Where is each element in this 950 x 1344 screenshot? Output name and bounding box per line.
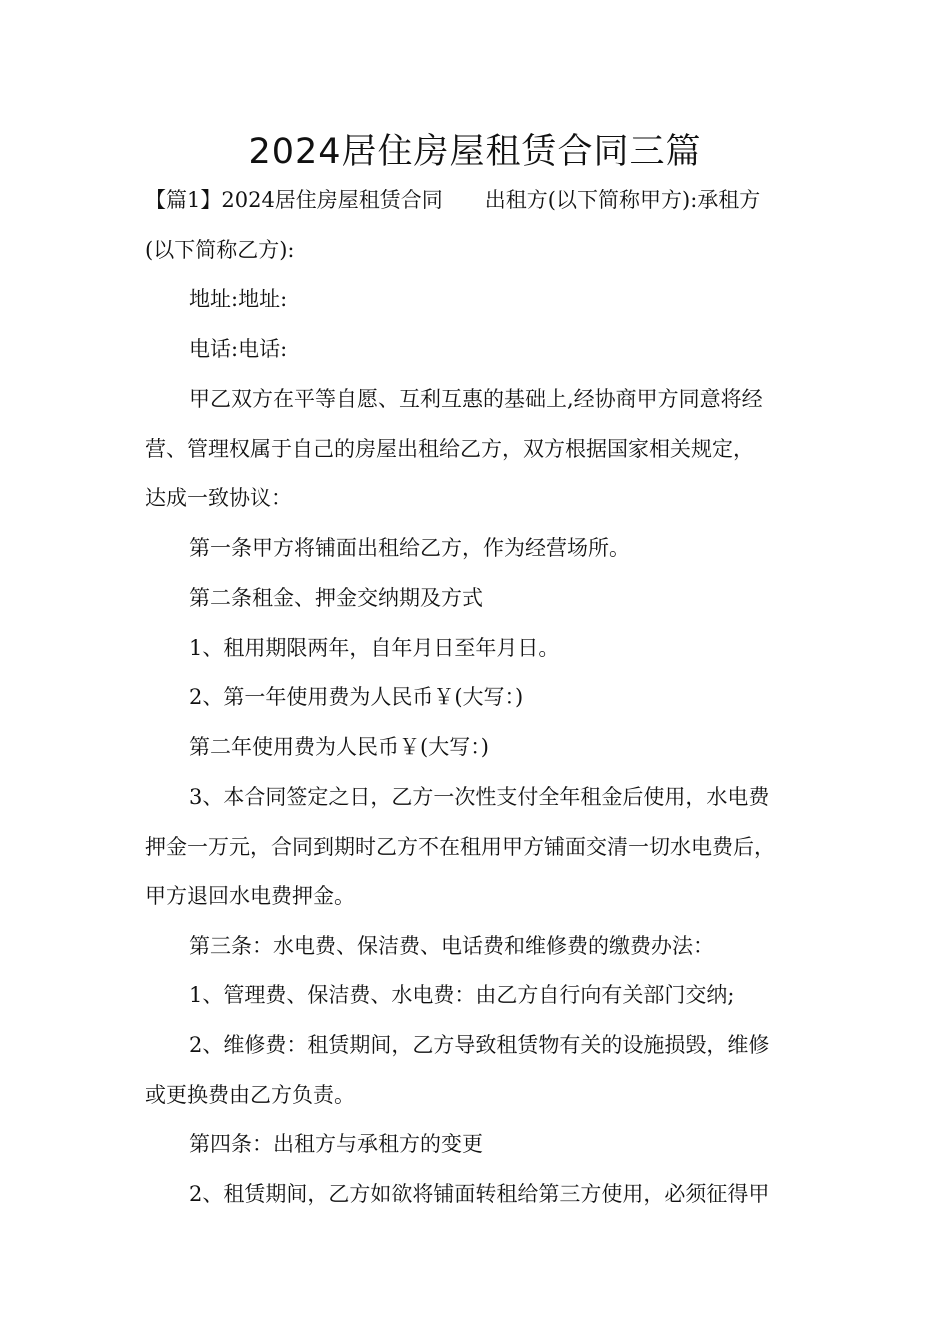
text-line: 1、租用期限两年，自年月日至年月日。 [189,636,560,660]
text-line: 达成一致协议： [145,486,292,510]
text-line: 2、租赁期间，乙方如欲将铺面转租给第三方使用，必须征得甲 [189,1182,770,1206]
text-line: 第三条：水电费、保洁费、电话费和维修费的缴费办法： [189,934,714,958]
paragraph-intro [145,176,813,275]
paragraph-phone [145,325,813,375]
document-title: 2024居住房屋租赁合同三篇 [248,132,702,172]
paragraph-item-1 [145,624,813,674]
text-line: 第四条：出租方与承租方的变更 [189,1132,483,1156]
text-line: 第二条租金、押金交纳期及方式 [189,586,483,610]
text-line: 【篇1】2024居住房屋租赁合同 出租方(以下简称甲方):承租方 [145,188,761,212]
text-line: 3、本合同签定之日，乙方一次性支付全年租金后使用，水电费 [189,785,770,809]
paragraph-address [145,275,813,325]
text-line: (以下简称乙方): [145,237,295,262]
paragraph-article-2 [145,574,813,624]
text-line: 押金一万元，合同到期时乙方不在租用甲方铺面交清一切水电费后， [145,834,775,859]
text-line: 电话:电话: [189,337,288,361]
paragraph-article-4 [145,1120,813,1170]
paragraph-fees-2 [145,1021,813,1120]
text-line: 甲乙双方在平等自愿、互利互惠的基础上,经协商甲方同意将经 [189,387,763,411]
text-line: 甲方退回水电费押金。 [145,884,355,908]
text-line: 2、第一年使用费为人民币￥(大写：) [189,685,524,709]
text-line: 1、管理费、保洁费、水电费：由乙方自行向有关部门交纳; [189,983,735,1007]
paragraph-item-3 [145,773,813,922]
text-line: 或更换费由乙方负责。 [145,1082,355,1107]
paragraph-sublease [145,1170,813,1220]
paragraph-article-1 [145,524,813,574]
paragraph-fees-1 [145,971,813,1021]
paragraph-second-year [145,723,813,773]
paragraph-article-3 [145,922,813,972]
paragraph-agreement [145,375,813,524]
text-line: 地址:地址: [189,287,288,311]
text-line: 营、管理权属于自己的房屋出租给乙方，双方根据国家相关规定， [145,436,754,461]
text-line: 2、维修费：租赁期间，乙方导致租赁物有关的设施损毁，维修 [189,1033,770,1057]
text-line: 第二年使用费为人民币￥(大写：) [189,735,489,759]
text-line: 第一条甲方将铺面出租给乙方，作为经营场所。 [189,536,630,560]
paragraph-item-2 [145,673,813,723]
